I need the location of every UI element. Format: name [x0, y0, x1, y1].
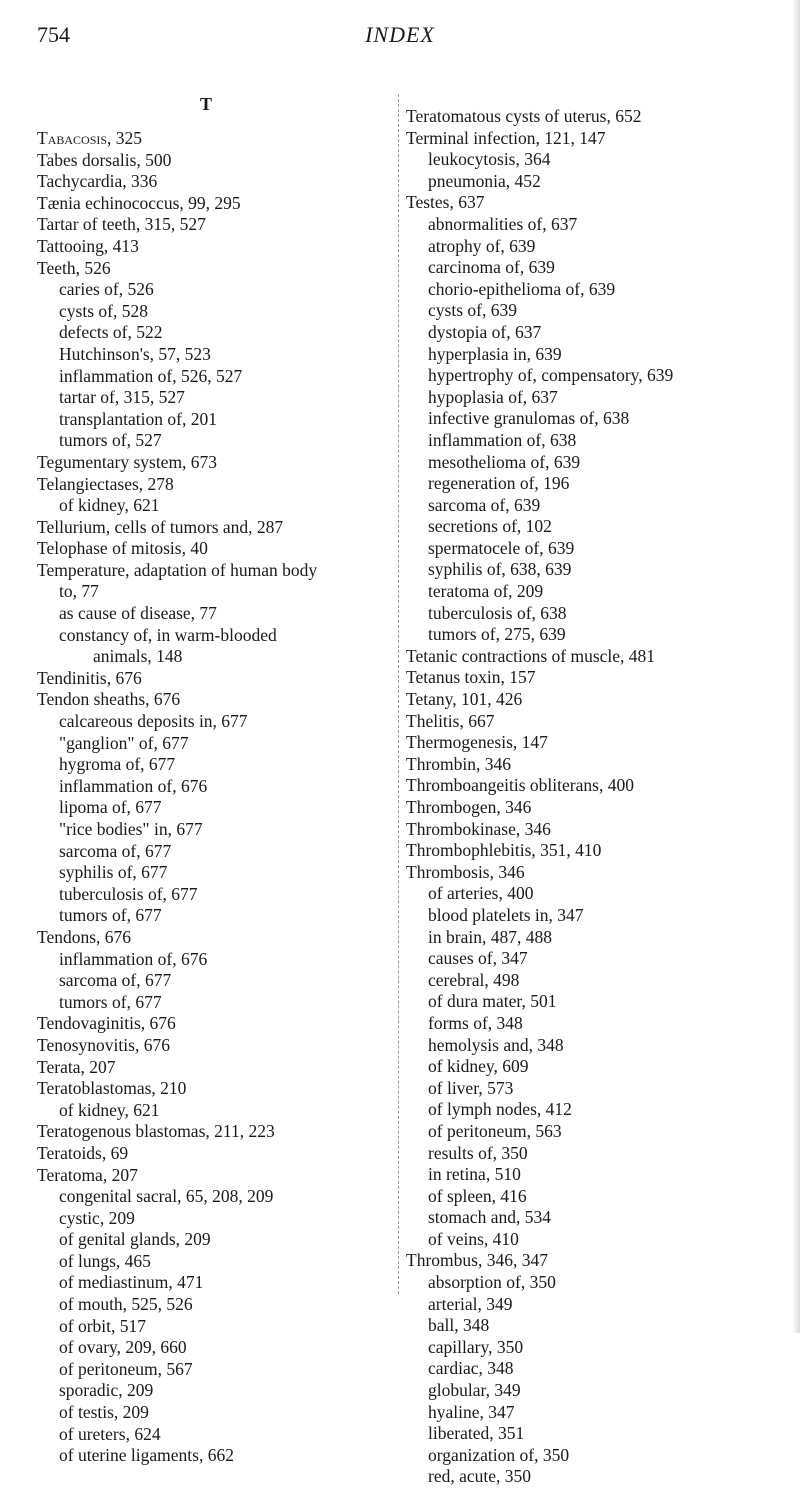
index-entry: Teratoblastomas, 210: [37, 1078, 187, 1099]
index-subentry: hypoplasia of, 637: [428, 386, 558, 407]
index-subentry: organization of, 350: [428, 1444, 570, 1465]
index-entry: Tendinitis, 676: [37, 667, 142, 688]
index-subentry: of mediastinum, 471: [59, 1272, 204, 1293]
index-subentry: secretions of, 102: [428, 516, 552, 537]
index-subentry: cardiac, 348: [428, 1358, 514, 1379]
index-subentry: of dura mater, 501: [428, 991, 557, 1012]
index-entry: Teratomatous cysts of uterus, 652: [406, 106, 642, 126]
section-letter: T: [200, 94, 213, 114]
index-subentry: of genital glands, 209: [59, 1229, 211, 1250]
index-subentry: spermatocele of, 639: [428, 537, 575, 558]
index-entry: Telangiectases, 278: [37, 473, 174, 494]
index-subentry: abnormalities of, 637: [428, 213, 578, 234]
index-entry: Tartar of teeth, 315, 527: [37, 214, 206, 235]
index-subentry: transplantation of, 201: [59, 408, 217, 429]
index-entry: Teeth, 526: [37, 257, 111, 278]
index-entry: Tachycardia, 336: [37, 171, 158, 192]
index-subentry: hygroma of, 677: [59, 754, 176, 775]
index-subentry: liberated, 351: [428, 1423, 525, 1444]
index-subentry: of kidney, 621: [59, 1099, 160, 1120]
index-subentry: of uterine ligaments, 662: [59, 1445, 234, 1466]
index-entry: Tegumentary system, 673: [37, 451, 218, 472]
index-subentry: of ovary, 209, 660: [59, 1337, 187, 1358]
index-entry: Thrombus, 346, 347: [406, 1250, 548, 1271]
column-divider: [398, 94, 400, 1294]
index-entry: Tellurium, cells of tumors and, 287: [37, 516, 284, 537]
index-subentry: teratoma of, 209: [428, 581, 544, 602]
index-subentry: of liver, 573: [428, 1077, 514, 1098]
index-entry: Tenosynovitis, 676: [37, 1034, 170, 1055]
index-subentry: tuberculosis of, 677: [59, 883, 198, 904]
index-subentry: dystopia of, 637: [428, 321, 542, 342]
index-subentry: results of, 350: [428, 1142, 528, 1163]
index-subentry: tumors of, 677: [59, 905, 162, 926]
index-subentry: ball, 348: [428, 1315, 490, 1336]
index-subentry: caries of, 526: [59, 279, 154, 300]
index-subentry: in brain, 487, 488: [428, 926, 552, 947]
index-subentry: "rice bodies" in, 677: [59, 819, 203, 839]
index-subentry: of kidney, 621: [59, 495, 160, 516]
index-entry: Thrombosis, 346: [406, 861, 525, 882]
index-entry: Tendons, 676: [37, 926, 132, 947]
index-entry: Tetanic contractions of muscle, 481: [406, 645, 656, 666]
index-subentry: congenital sacral, 65, 208, 209: [59, 1186, 274, 1207]
index-subentry: blood platelets in, 347: [428, 904, 584, 925]
index-entry: Tabes dorsalis, 500: [37, 149, 172, 170]
index-subentry: atrophy of, 639: [428, 235, 536, 256]
index-column-left: [37, 128, 397, 1467]
index-subentry: cerebral, 498: [428, 969, 520, 990]
index-subentry: forms of, 348: [428, 1012, 523, 1033]
index-subentry: syphilis of, 638, 639: [428, 559, 572, 580]
index-entry: Teratoids, 69: [37, 1142, 129, 1163]
index-subentry: of arteries, 400: [428, 883, 534, 904]
index-subentry: leukocytosis, 364: [428, 149, 551, 170]
index-subentry: sporadic, 209: [59, 1380, 154, 1401]
index-entry: Tabacosis, 325: [37, 128, 143, 148]
index-entry: Thrombokinase, 346: [406, 818, 551, 839]
index-subentry: in retina, 510: [428, 1164, 521, 1185]
index-entry: Tetany, 101, 426: [406, 689, 523, 710]
index-entry: Temperature, adaptation of human body: [37, 559, 318, 580]
running-header: [0, 22, 800, 52]
index-subentry: red, acute, 350: [428, 1466, 532, 1487]
index-entry: Thrombophlebitis, 351, 410: [406, 840, 602, 861]
index-subentry: calcareous deposits in, 677: [59, 711, 248, 732]
index-subentry: capillary, 350: [428, 1336, 524, 1357]
index-subentry: arterial, 349: [428, 1293, 513, 1314]
index-subentry: syphilis of, 677: [59, 862, 168, 883]
index-subentry: as cause of disease, 77: [59, 603, 217, 624]
index-subentry: cysts of, 528: [59, 300, 148, 321]
index-entry: Teratogenous blastomas, 211, 223: [37, 1121, 275, 1142]
index-entry: Tænia echinococcus, 99, 295: [37, 192, 241, 213]
index-subentry: of peritoneum, 563: [428, 1120, 562, 1141]
index-subentry: infective granulomas of, 638: [428, 408, 630, 429]
index-subentry: cysts of, 639: [428, 300, 517, 321]
index-entry: Tendovaginitis, 676: [37, 1013, 176, 1034]
index-subentry: hypertrophy of, compensatory, 639: [428, 365, 674, 386]
index-subentry: tuberculosis of, 638: [428, 602, 567, 623]
index-entry: Thrombin, 346: [406, 753, 511, 774]
index-subentry: cystic, 209: [59, 1207, 135, 1228]
index-entry: Terata, 207: [37, 1056, 116, 1077]
index-subentry: lipoma of, 677: [59, 797, 162, 818]
index-entry: Tetanus toxin, 157: [406, 667, 536, 688]
index-subentry: causes of, 347: [428, 948, 528, 969]
index-subentry: carcinoma of, 639: [428, 257, 555, 278]
index-subentry: to, 77: [59, 581, 99, 602]
index-subentry: of orbit, 517: [59, 1315, 147, 1336]
index-subentry: of ureters, 624: [59, 1423, 161, 1444]
index-subentry: of testis, 209: [59, 1402, 149, 1423]
index-subentry: regeneration of, 196: [428, 473, 570, 494]
page-title: INDEX: [365, 22, 435, 47]
index-subentry: tumors of, 677: [59, 991, 162, 1012]
index-subentry: stomach and, 534: [428, 1207, 551, 1228]
page-edge-shadow: [792, 0, 800, 1333]
index-subentry: of spleen, 416: [428, 1185, 527, 1206]
index-entry: Tendon sheaths, 676: [37, 689, 181, 710]
index-subentry: Hutchinson's, 57, 523: [59, 343, 211, 364]
index-subentry: of peritoneum, 567: [59, 1358, 193, 1379]
index-subentry: globular, 349: [428, 1380, 521, 1401]
index-subentry: of lungs, 465: [59, 1250, 151, 1271]
index-subentry: of mouth, 525, 526: [59, 1294, 193, 1315]
index-subentry: hyperplasia in, 639: [428, 343, 562, 364]
index-subentry: animals, 148: [93, 646, 183, 667]
index-subentry: of kidney, 609: [428, 1056, 529, 1077]
index-entry: Testes, 637: [406, 192, 485, 213]
index-subentry: tartar of, 315, 527: [59, 387, 185, 408]
index-subentry: constancy of, in warm-blooded: [59, 624, 277, 645]
index-entry: Terminal infection, 121, 147: [406, 127, 606, 148]
index-subentry: hyaline, 347: [428, 1401, 515, 1422]
index-entry: Thermogenesis, 147: [406, 732, 548, 753]
index-subentry: inflammation of, 676: [59, 775, 208, 796]
page-number: 754: [37, 22, 70, 47]
index-subentry: absorption of, 350: [428, 1272, 556, 1293]
index-subentry: "ganglion" of, 677: [59, 732, 189, 753]
index-subentry: defects of, 522: [59, 322, 163, 343]
index-subentry: hemolysis and, 348: [428, 1034, 564, 1055]
index-entry: Thrombogen, 346: [406, 797, 532, 817]
index-subentry: mesothelioma of, 639: [428, 451, 581, 472]
index-column-right: [406, 106, 786, 1488]
index-subentry: tumors of, 275, 639: [428, 624, 566, 645]
index-entry: Thromboangeitis obliterans, 400: [406, 775, 634, 796]
index-entry: Thelitis, 667: [406, 710, 495, 731]
index-subentry: inflammation of, 526, 527: [59, 365, 243, 386]
index-subentry: of lymph nodes, 412: [428, 1099, 572, 1120]
index-entry: Teratoma, 207: [37, 1164, 138, 1185]
index-subentry: inflammation of, 676: [59, 948, 208, 969]
index-subentry: sarcoma of, 677: [59, 840, 172, 861]
index-subentry: inflammation of, 638: [428, 429, 577, 450]
index-subentry: tumors of, 527: [59, 430, 162, 451]
index-subentry: pneumonia, 452: [428, 170, 541, 191]
index-subentry: chorio-epithelioma of, 639: [428, 278, 616, 299]
index-subentry: sarcoma of, 639: [428, 494, 541, 515]
index-subentry: sarcoma of, 677: [59, 970, 172, 991]
index-entry: Telophase of mitosis, 40: [37, 538, 208, 559]
index-subentry: of veins, 410: [428, 1228, 519, 1249]
index-entry: Tattooing, 413: [37, 235, 139, 256]
